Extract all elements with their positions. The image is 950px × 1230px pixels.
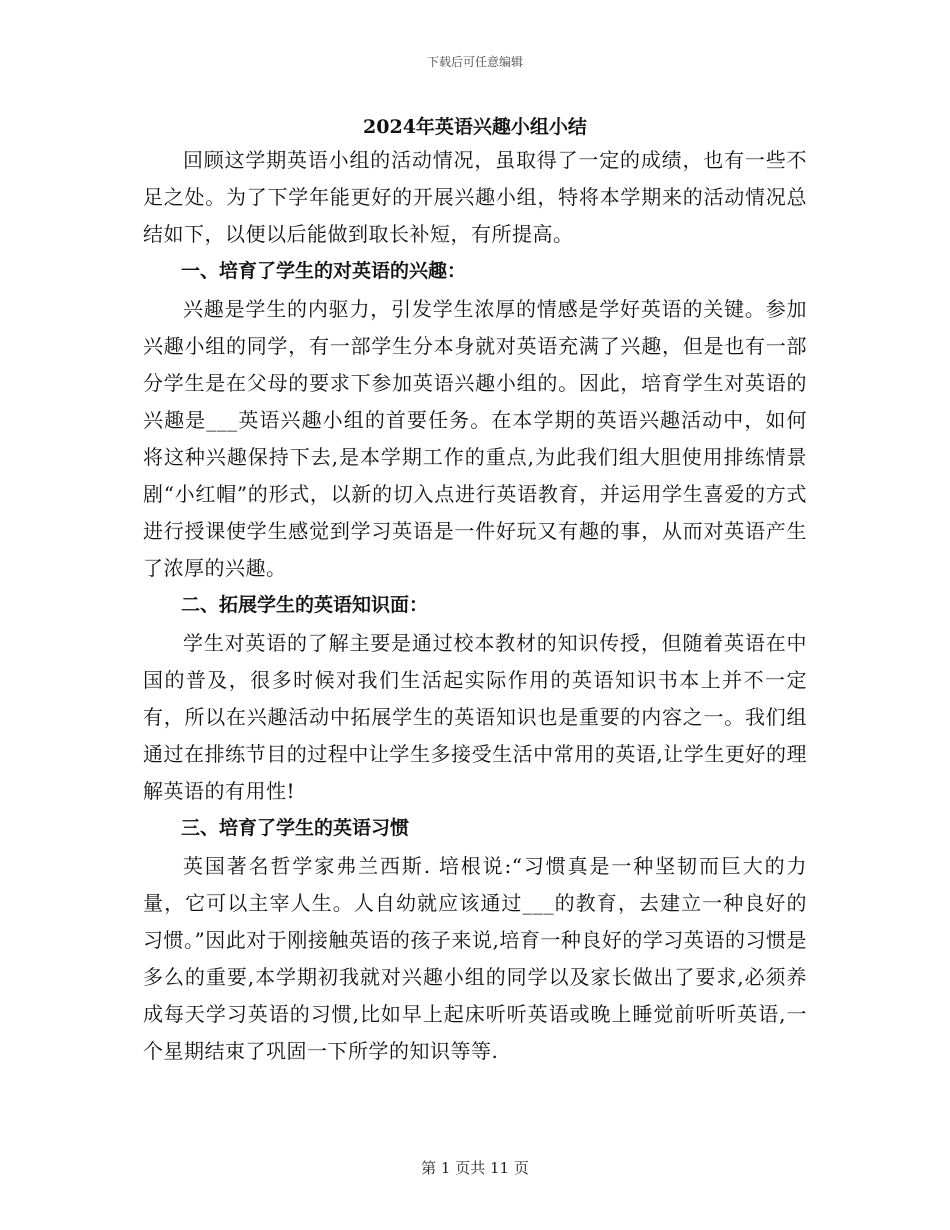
page-number-footer: 第 1 页共 11 页 <box>421 1159 529 1177</box>
document-title: 2024年英语兴趣小组小结 <box>363 116 587 138</box>
document-body <box>143 112 807 1070</box>
section-heading-1: 一、培育了学生的对英语的兴趣： <box>181 260 467 282</box>
intro-paragraph: 回顾这学期英语小组的活动情况，虽取得了一定的成绩，也有一些不足之处。为了下学年能更好的开展兴趣小组，特将本学期来的活动情况总结如下，以便以后能做到取长补短，有所提高。 <box>143 148 807 246</box>
section-heading-3: 三、培育了学生的英语习惯 <box>181 817 410 839</box>
section-body-3: 英国著名哲学家弗兰西斯. 培根说:“习惯真是一种坚韧而巨大的力量，它可以主宰人生。人自幼就应该通过___的教育，去建立一种良好的习惯。”因此对于刚接触英语的孩子来说,培育一种良好的学习英语的习惯是多么的重要,本学期初我就对兴趣小组的同学以及家长做出了要求,必须养成每天学习英语的习惯,比如早上起床听听英语或晚上睡觉前听听英语,一个星期结束了巩固一下所学的知识等等. <box>143 854 807 1063</box>
section-heading-2: 二、拓展学生的英语知识面： <box>181 594 429 616</box>
section-body-2: 学生对英语的了解主要是通过校本教材的知识传授，但随着英语在中国的普及，很多时候对我们生活起实际作用的英语知识书本上并不一定有，所以在兴趣活动中拓展学生的英语知识也是重要的内容之一。我们组通过在排练节目的过程中让学生多接受生活中常用的英语,让学生更好的理解英语的有用性! <box>143 631 807 803</box>
section-body-1: 兴趣是学生的内驱力，引发学生浓厚的情感是学好英语的关键。参加兴趣小组的同学，有一部学生分本身就对英语充满了兴趣，但是也有一部分学生是在父母的要求下参加英语兴趣小组的。因此，培育学生对英语的兴趣是___英语兴趣小组的首要任务。在本学期的英语兴趣活动中，如何将这种兴趣保持下去,是本学期工作的重点,为此我们组大胆使用排练情景剧“小红帽”的形式，以新的切入点进行英语教育，并运用学生喜爱的方式进行授课使学生感觉到学习英语是一件好玩又有趣的事，从而对英语产生了浓厚的兴趣。 <box>143 297 807 580</box>
page-header: 下载后可任意编辑 <box>426 55 523 69</box>
